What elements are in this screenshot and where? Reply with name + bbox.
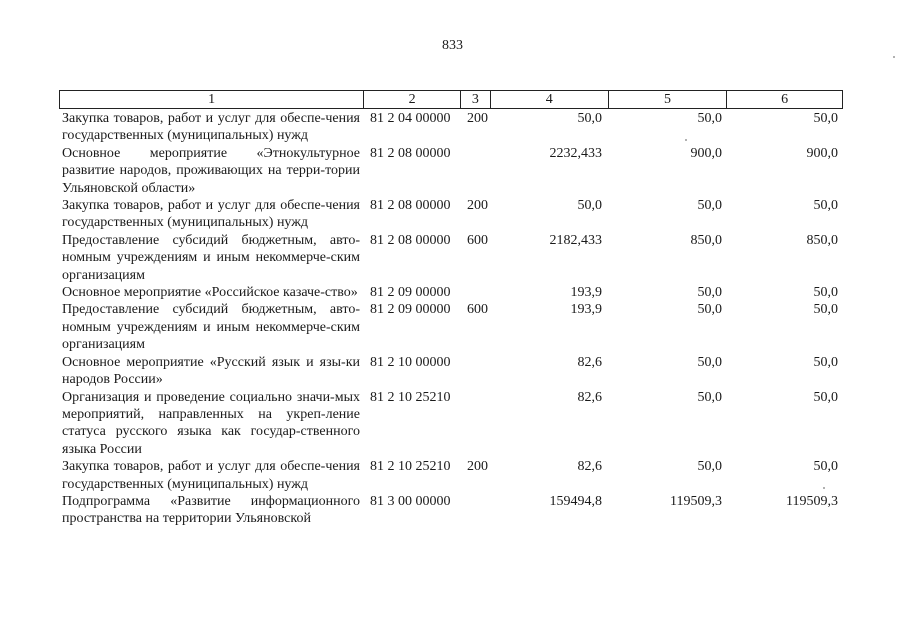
row-expense-type: 600	[467, 302, 488, 318]
header-col-5: 5	[609, 91, 728, 108]
scan-speck	[893, 56, 895, 58]
header-col-4: 4	[491, 91, 609, 108]
row-value-4: 82,6	[577, 354, 602, 370]
row-name: Закупка товаров, работ и услуг для обеспе-чения государственных (муниципальных) нужд	[62, 198, 360, 231]
row-value-4: 82,6	[577, 459, 602, 475]
row-value-6: 50,0	[813, 459, 838, 475]
row-value-4: 2232,433	[549, 145, 602, 161]
row-name: Предоставление субсидий бюджетным, авто-номным учреждениям и иным некоммерче-ским организациям	[62, 232, 360, 283]
row-value-6: 50,0	[813, 302, 838, 318]
row-code: 81 2 08 00000	[370, 198, 451, 214]
row-value-6: 50,0	[813, 389, 838, 405]
row-value-5: 50,0	[697, 459, 722, 475]
row-expense-type: 200	[467, 459, 488, 475]
row-value-5: 119509,3	[670, 493, 722, 509]
header-col-3: 3	[461, 91, 491, 108]
row-code: 81 2 09 00000	[370, 285, 451, 301]
row-expense-type: 200	[467, 198, 488, 214]
row-name: Основное мероприятие «Российское казаче-ство»	[62, 285, 358, 301]
row-code: 81 2 04 00000	[370, 111, 451, 126]
table-row	[62, 493, 842, 528]
table-row	[62, 232, 842, 284]
row-value-6: 50,0	[813, 285, 838, 301]
table-row	[62, 110, 842, 145]
row-code: 81 2 08 00000	[370, 232, 451, 248]
scan-speck	[685, 139, 687, 141]
row-value-4: 193,9	[570, 285, 602, 301]
row-value-5: 900,0	[690, 145, 722, 161]
scan-speck	[823, 487, 825, 489]
table-row	[62, 458, 842, 493]
row-value-5: 50,0	[697, 354, 722, 370]
table-row	[62, 301, 842, 353]
row-name: Основное мероприятие «Русский язык и язы-ки народов России»	[62, 354, 360, 388]
row-value-4: 82,6	[577, 389, 602, 405]
row-value-5: 50,0	[697, 198, 722, 214]
row-name: Организация и проведение социально значи-мых мероприятий, направленных на укреп-ление статуса русского языка как государ-ственного языка России	[62, 389, 360, 457]
table-row	[62, 145, 842, 197]
row-value-6: 850,0	[806, 232, 838, 248]
row-value-6: 900,0	[806, 145, 838, 161]
table-body	[62, 110, 842, 528]
header-col-1: 1	[60, 91, 364, 108]
row-name: Подпрограмма «Развитие информационного пространства на территории Ульяновской	[62, 493, 360, 527]
header-col-6: 6	[781, 92, 789, 107]
row-name: Основное мероприятие «Этнокультурное развитие народов, проживающих на терри-тории Ульяновской области»	[62, 145, 360, 196]
row-expense-type: 600	[467, 232, 488, 248]
row-value-5: 850,0	[690, 232, 722, 248]
row-code: 81 2 10 25210	[370, 459, 451, 475]
table-row	[62, 197, 842, 232]
row-value-4: 159494,8	[549, 493, 602, 509]
row-value-4: 50,0	[577, 198, 602, 214]
row-value-6: 50,0	[813, 198, 838, 214]
table-row	[62, 354, 842, 389]
row-value-5: 50,0	[697, 111, 722, 126]
row-value-6: 119509,3	[786, 493, 838, 509]
page-number: 833	[442, 38, 463, 53]
row-code: 81 2 10 00000	[370, 354, 451, 370]
row-value-6: 50,0	[813, 354, 838, 370]
row-value-5: 50,0	[697, 285, 722, 301]
row-expense-type: 200	[467, 111, 488, 126]
row-code: 81 2 08 00000	[370, 145, 451, 161]
row-name: Предоставление субсидий бюджетным, авто-номным учреждениям и иным некоммерче-ским организациям	[62, 302, 360, 353]
row-code: 81 3 00 00000	[370, 493, 451, 509]
row-value-4: 50,0	[577, 111, 602, 126]
row-value-5: 50,0	[697, 302, 722, 318]
row-value-4: 2182,433	[549, 232, 602, 248]
row-name: Закупка товаров, работ и услуг для обеспе-чения государственных (муниципальных) нужд	[62, 459, 360, 492]
row-code: 81 2 09 00000	[370, 302, 451, 318]
row-name: Закупка товаров, работ и услуг для обеспе-чения государственных (муниципальных) нужд	[62, 111, 360, 144]
row-value-6: 50,0	[813, 111, 838, 126]
table-row	[62, 389, 842, 459]
table-row	[62, 284, 842, 301]
row-value-5: 50,0	[697, 389, 722, 405]
row-value-4: 193,9	[570, 302, 602, 318]
row-code: 81 2 10 25210	[370, 389, 451, 405]
table-header	[59, 90, 843, 109]
header-col-2: 2	[364, 91, 461, 108]
